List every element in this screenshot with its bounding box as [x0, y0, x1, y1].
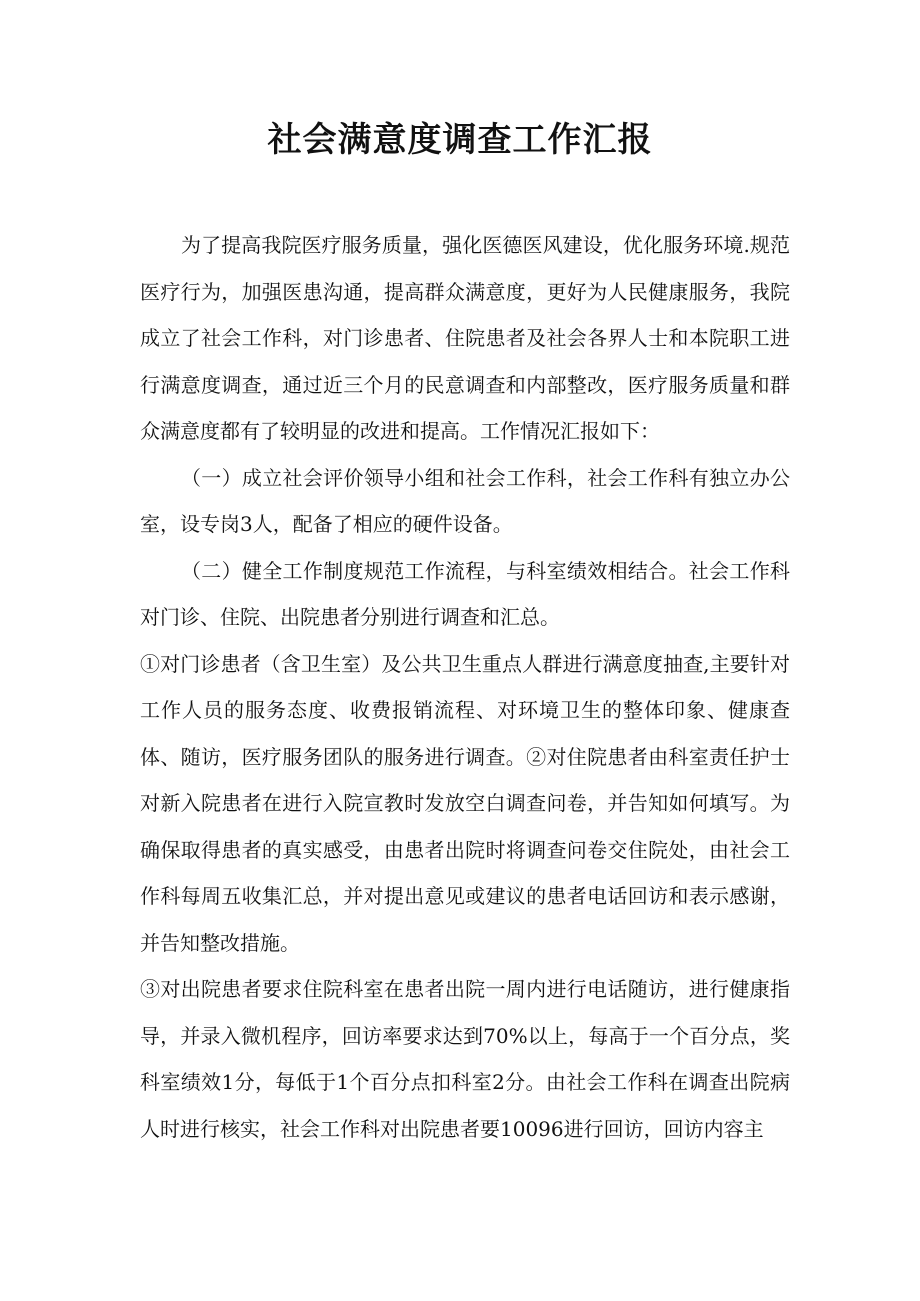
- discharge-followup-paragraph: ③对出院患者要求住院科室在患者出院一周内进行电话随访，进行健康指导，并录入微机程序，回访率要求达到70%以上，每高于一个百分点，奖科室绩效1分，每低于1个百分点扣科室2分。由社会工作科在调查出院病人时进行核实，社会工作科对出院患者要10096进行回访，回访内容主: [140, 977, 790, 1141]
- document-title: 社会满意度调查工作汇报: [267, 120, 653, 160]
- section-two-paragraph: （二）健全工作制度规范工作流程，与科室绩效相结合。社会工作科对门诊、住院、出院患者分别进行调查和汇总。: [140, 558, 790, 629]
- outpatient-inpatient-paragraph: ①对门诊患者（含卫生室）及公共卫生重点人群进行满意度抽查,主要针对工作人员的服务态度、收费报销流程、对环境卫生的整体印象、健康查体、随访，医疗服务团队的服务进行调查。②对住院患者由科室责任护士对新入院患者在进行入院宣教时发放空白调查问卷，并告知如何填写。为确保取得患者的真实感受，由患者出院时将调查问卷交住院处，由社会工作科每周五收集汇总，并对提出意见或建议的患者电话回访和表示感谢，并告知整改措施。: [140, 651, 790, 955]
- document-body: [140, 222, 790, 1152]
- section-one-paragraph: （一）成立社会评价领导小组和社会工作科，社会工作科有独立办公室，设专岗3人，配备了相应的硬件设备。: [140, 465, 790, 536]
- intro-paragraph: 为了提高我院医疗服务质量，强化医德医风建设，优化服务环境.规范医疗行为，加强医患沟通，提高群众满意度，更好为人民健康服务，我院成立了社会工作科，对门诊患者、住院患者及社会各界人士和本院职工进行满意度调查，通过近三个月的民意调查和内部整改，医疗服务质量和群众满意度都有了较明显的改进和提高。工作情况汇报如下：: [140, 233, 790, 443]
